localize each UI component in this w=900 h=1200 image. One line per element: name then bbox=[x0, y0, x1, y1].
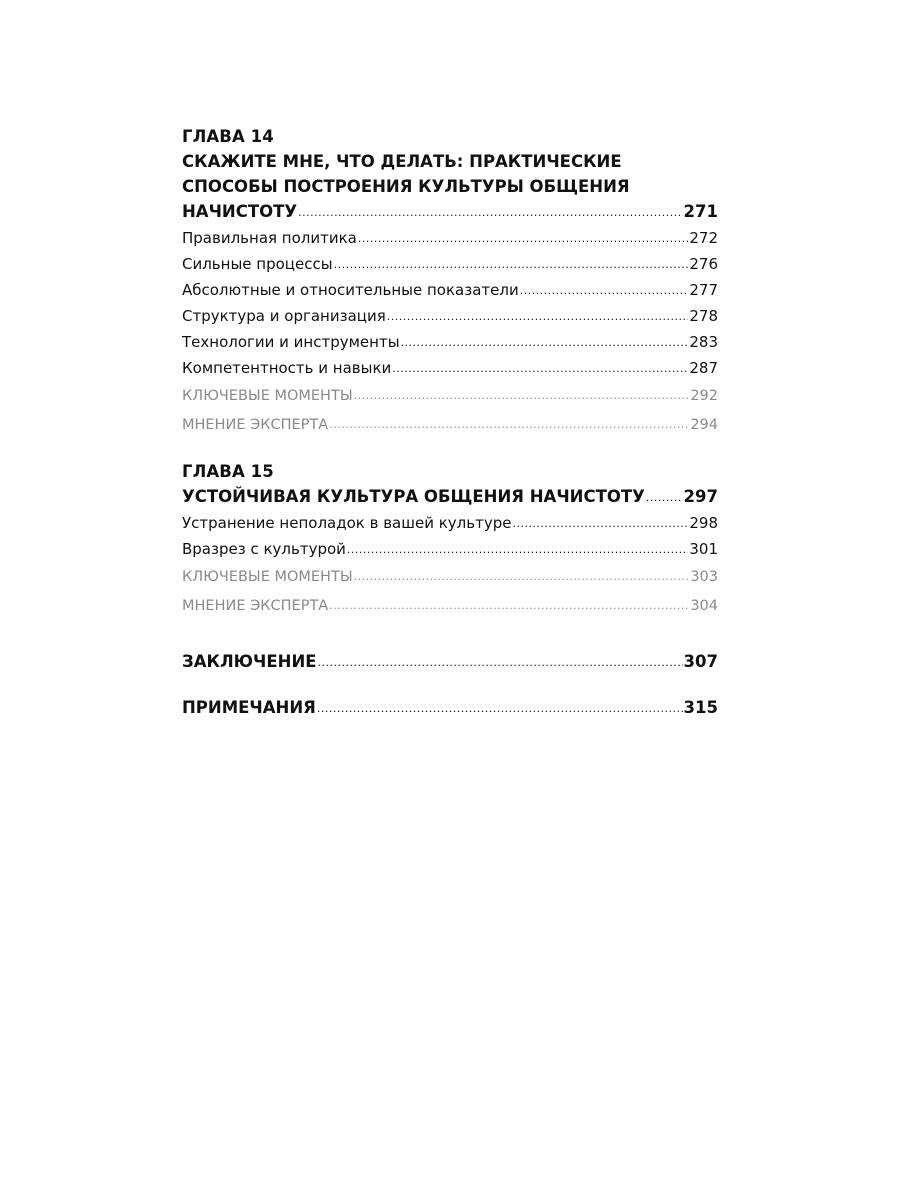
toc-entry[interactable] bbox=[182, 511, 718, 537]
leader-dots bbox=[298, 198, 682, 225]
page-number: 292 bbox=[690, 388, 718, 404]
page-number: 272 bbox=[689, 229, 718, 247]
chapter-15 bbox=[182, 459, 718, 621]
chapter-title-line: СПОСОБЫ ПОСТРОЕНИЯ КУЛЬТУРЫ ОБЩЕНИЯ bbox=[182, 177, 630, 196]
page-number: 304 bbox=[690, 598, 718, 614]
entry-label: ЗАКЛЮЧЕНИЕ bbox=[182, 652, 317, 671]
leader-dots bbox=[392, 355, 688, 381]
page-number: 277 bbox=[689, 281, 718, 299]
page-number: 298 bbox=[689, 514, 718, 532]
page-number: 303 bbox=[690, 569, 718, 585]
toc-entry[interactable] bbox=[182, 356, 718, 382]
chapter-label: ГЛАВА 15 bbox=[182, 462, 274, 481]
toc-entry[interactable] bbox=[182, 226, 718, 252]
leader-dots bbox=[329, 410, 689, 439]
conclusion-entry[interactable] bbox=[182, 649, 718, 676]
entry-label: УСТОЙЧИВАЯ КУЛЬТУРА ОБЩЕНИЯ НАЧИСТОТУ bbox=[182, 487, 645, 506]
toc-extra-entry[interactable] bbox=[182, 563, 718, 592]
entry-label: Правильная политика bbox=[182, 229, 357, 247]
page-number: 283 bbox=[689, 333, 718, 351]
leader-dots bbox=[520, 277, 689, 303]
leader-dots bbox=[358, 225, 689, 251]
leader-dots bbox=[347, 536, 688, 562]
page-number: 294 bbox=[690, 417, 718, 433]
leader-dots bbox=[354, 562, 690, 591]
toc-extra-entry[interactable] bbox=[182, 382, 718, 411]
toc-extra-entry[interactable] bbox=[182, 592, 718, 621]
leader-dots bbox=[334, 251, 689, 277]
chapter-title-line: СКАЖИТЕ МНЕ, ЧТО ДЕЛАТЬ: ПРАКТИЧЕСКИЕ bbox=[182, 152, 622, 171]
leader-dots bbox=[329, 591, 689, 620]
page-number: 301 bbox=[689, 540, 718, 558]
chapter-title-entry[interactable] bbox=[182, 484, 718, 511]
toc-entry[interactable] bbox=[182, 537, 718, 563]
toc-entry[interactable] bbox=[182, 330, 718, 356]
entry-label: Вразрез с культурой bbox=[182, 540, 346, 558]
leader-dots bbox=[512, 510, 688, 536]
chapter-14 bbox=[182, 124, 718, 440]
leader-dots bbox=[387, 303, 689, 329]
entry-label: Структура и организация bbox=[182, 307, 386, 325]
page-number: 278 bbox=[689, 307, 718, 325]
page-number: 315 bbox=[683, 698, 718, 717]
toc-entry[interactable] bbox=[182, 252, 718, 278]
leader-dots bbox=[354, 381, 690, 410]
chapter-title-entry[interactable] bbox=[182, 199, 718, 226]
page-number: 271 bbox=[683, 202, 718, 221]
notes-entry[interactable] bbox=[182, 695, 718, 722]
page-number: 297 bbox=[683, 487, 718, 506]
toc-entry[interactable] bbox=[182, 304, 718, 330]
entry-label: Технологии и инструменты bbox=[182, 333, 400, 351]
entry-label: ПРИМЕЧАНИЯ bbox=[182, 698, 316, 717]
entry-label: Абсолютные и относительные показатели bbox=[182, 281, 519, 299]
chapter-label: ГЛАВА 14 bbox=[182, 127, 274, 146]
entry-label: МНЕНИЕ ЭКСПЕРТА bbox=[182, 417, 329, 433]
entry-label: НАЧИСТОТУ bbox=[182, 202, 298, 221]
entry-label: КЛЮЧЕВЫЕ МОМЕНТЫ bbox=[182, 569, 353, 585]
leader-dots bbox=[318, 648, 683, 675]
page-number: 287 bbox=[689, 359, 718, 377]
page-number: 307 bbox=[683, 652, 718, 671]
leader-dots bbox=[317, 694, 683, 721]
table-of-contents bbox=[182, 124, 718, 722]
page-number: 276 bbox=[689, 255, 718, 273]
entry-label: Компетентность и навыки bbox=[182, 359, 392, 377]
leader-dots bbox=[646, 483, 683, 510]
toc-extra-entry[interactable] bbox=[182, 411, 718, 440]
leader-dots bbox=[401, 329, 689, 355]
toc-entry[interactable] bbox=[182, 278, 718, 304]
entry-label: МНЕНИЕ ЭКСПЕРТА bbox=[182, 598, 329, 614]
entry-label: КЛЮЧЕВЫЕ МОМЕНТЫ bbox=[182, 388, 353, 404]
entry-label: Сильные процессы bbox=[182, 255, 333, 273]
entry-label: Устранение неполадок в вашей культуре bbox=[182, 514, 512, 532]
